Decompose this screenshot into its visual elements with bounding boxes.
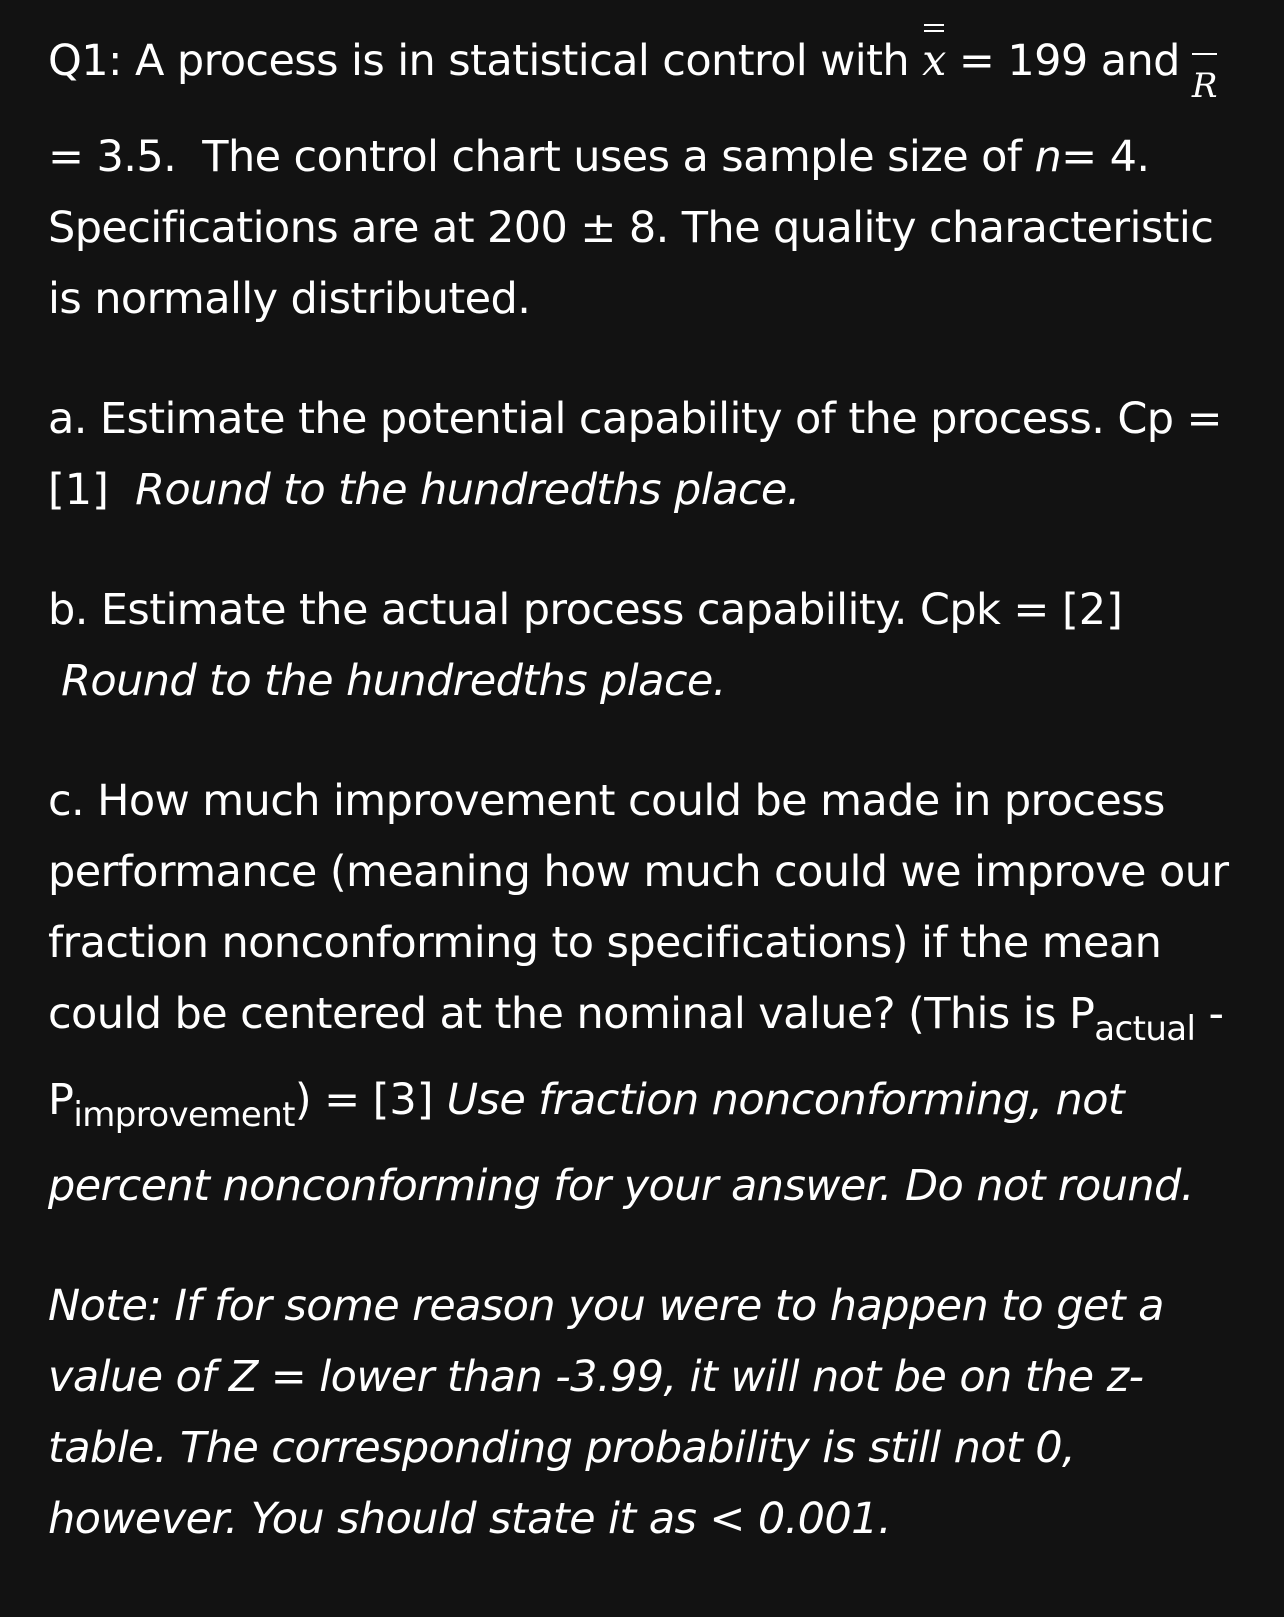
answer-blank-2[interactable]: [2] — [1061, 585, 1123, 635]
answer-blank-1[interactable]: [1] — [48, 465, 109, 515]
rbar-value: = 3.5. — [48, 132, 177, 182]
subscript-improvement: improvement — [73, 1095, 295, 1135]
subscript-actual: actual — [1094, 1009, 1196, 1049]
n-value: = 4. — [1061, 132, 1150, 182]
part-b — [48, 575, 1236, 717]
question-label: Q1: — [48, 36, 122, 86]
part-b-text: b. Estimate the actual process capability. Cpk = — [48, 585, 1049, 635]
part-a-instruction: Round to the hundredths place. — [135, 465, 800, 515]
closing-paren: ) = — [294, 1075, 373, 1125]
xbar-bar-symbol: x — [922, 26, 946, 97]
xbar-value: = 199 and — [958, 36, 1180, 86]
question-intro: A process is in statistical control with — [134, 36, 910, 86]
p-improvement-label: P — [48, 1075, 74, 1125]
part-a-text: a. Estimate the potential capability of the process. Cp = — [48, 394, 1222, 444]
part-b-instruction: Round to the hundredths place. — [61, 656, 726, 706]
part-c-instruction: Use fraction nonconforming, not percent nonconforming for your answer. Do not round. — [48, 1075, 1194, 1211]
part-a — [48, 384, 1236, 526]
part-c-text: c. How much improvement could be made in process performance (meaning how much could we improve our fraction nonconforming to specifications) if the mean could be centered at the nominal value? (This is P — [48, 776, 1229, 1039]
specification-text: Specifications are at 200 ± 8. The quality characteristic is normally distributed. — [48, 203, 1214, 324]
part-c — [48, 766, 1236, 1222]
n-symbol: n — [1034, 132, 1062, 182]
question-statement — [48, 26, 1236, 335]
rbar-symbol: R — [1192, 51, 1217, 122]
note: Note: If for some reason you were to happen to get a value of Z = lower than -3.99, it will not be on the z-table. The corresponding probability is still not 0, however. You should state it as < 0.001. — [48, 1281, 1164, 1544]
minus-sign: - — [1195, 989, 1224, 1039]
sample-size-text: The control chart uses a sample size of — [202, 132, 1022, 182]
answer-blank-3[interactable]: [3] — [372, 1075, 434, 1125]
